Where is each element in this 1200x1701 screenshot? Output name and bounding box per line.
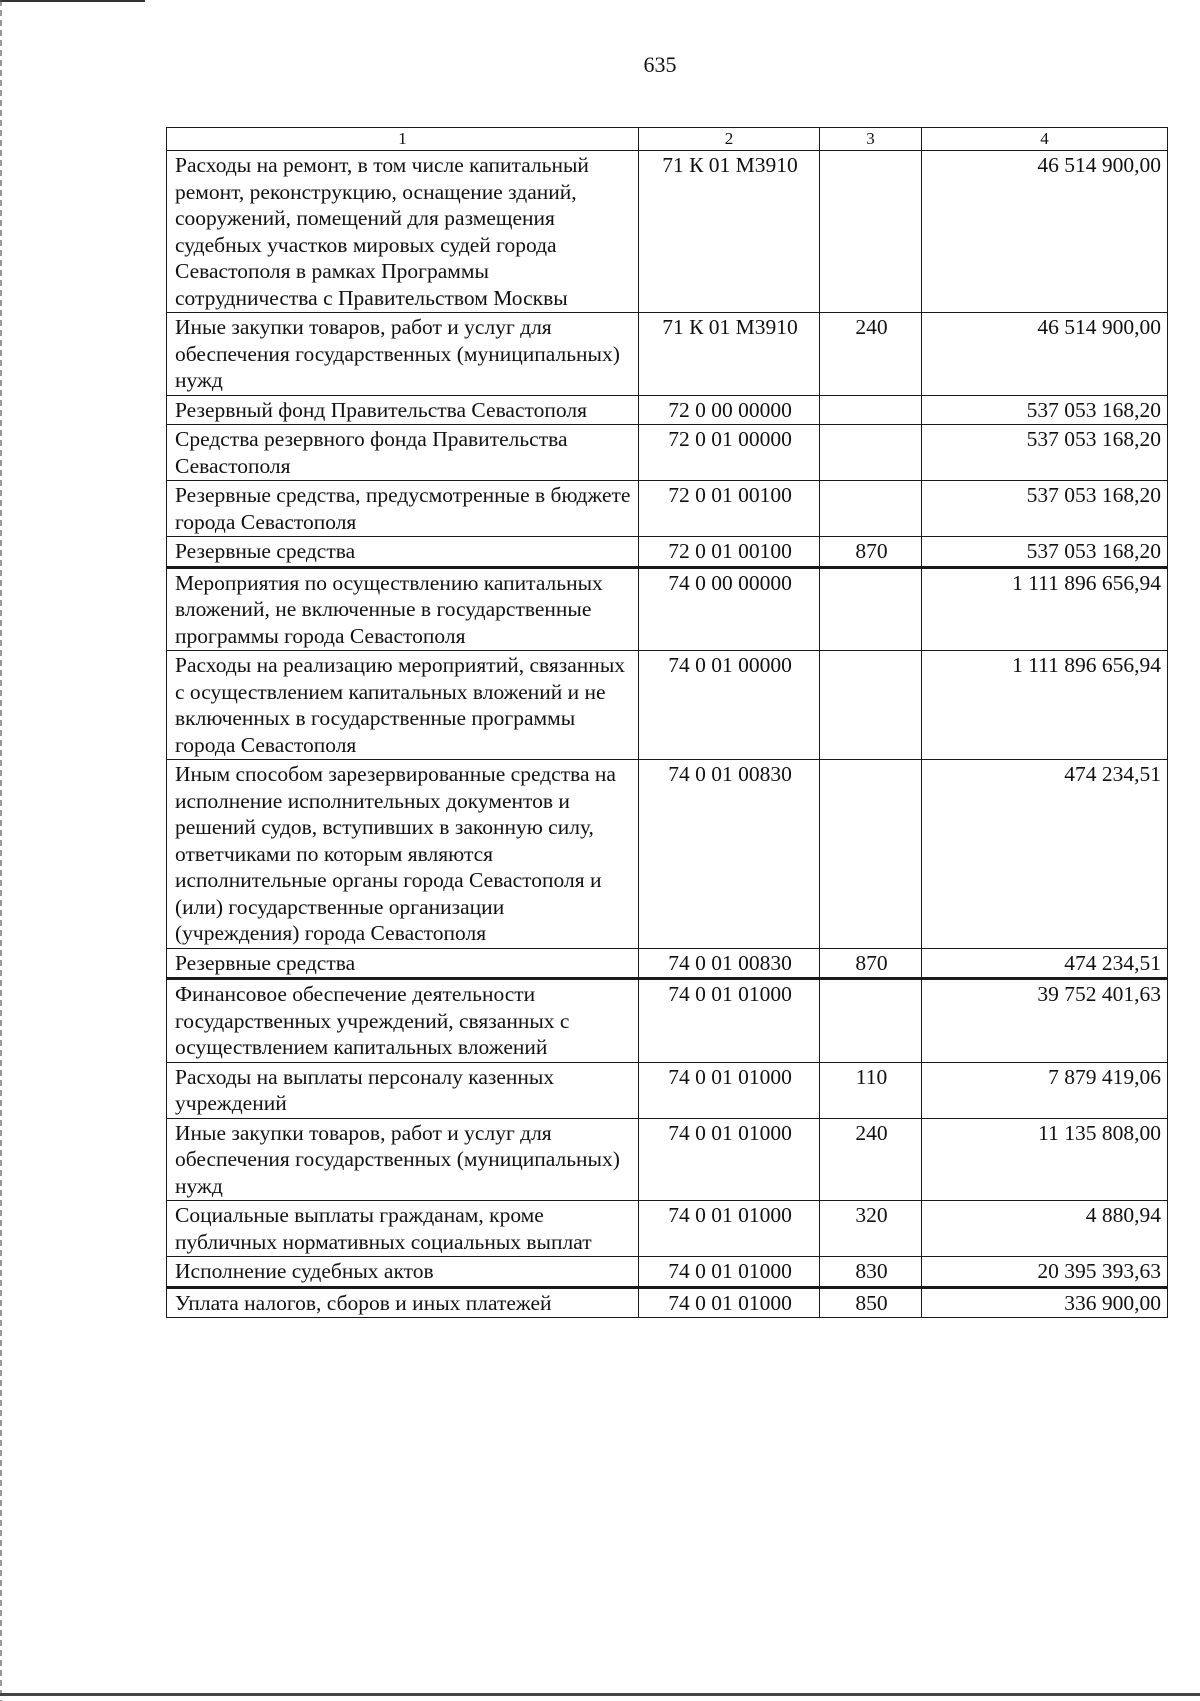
row-sum: 537 053 168,20 xyxy=(922,395,1168,425)
row-type xyxy=(820,395,922,425)
row-type xyxy=(820,979,922,1063)
row-sum: 474 234,51 xyxy=(922,948,1168,979)
row-code: 74 0 01 00000 xyxy=(639,651,820,760)
row-sum: 474 234,51 xyxy=(922,760,1168,949)
row-sum: 46 514 900,00 xyxy=(922,151,1168,313)
column-header-1: 1 xyxy=(167,128,639,151)
row-type xyxy=(820,481,922,537)
row-sum: 1 111 896 656,94 xyxy=(922,567,1168,651)
row-sum: 537 053 168,20 xyxy=(922,481,1168,537)
row-name: Исполнение судебных актов xyxy=(167,1257,639,1288)
row-type: 320 xyxy=(820,1201,922,1257)
row-type xyxy=(820,567,922,651)
row-code: 71 К 01 М3910 xyxy=(639,313,820,396)
row-type xyxy=(820,651,922,760)
row-code: 74 0 01 00830 xyxy=(639,760,820,949)
row-code: 72 0 00 00000 xyxy=(639,395,820,425)
scan-artifact-top xyxy=(0,0,145,2)
row-name: Иные закупки товаров, работ и услуг для обеспечения государственных (муниципальных) нужд xyxy=(167,1118,639,1201)
row-type: 110 xyxy=(820,1062,922,1118)
row-sum: 11 135 808,00 xyxy=(922,1118,1168,1201)
table-row xyxy=(167,1257,1168,1288)
row-code: 71 К 01 М3910 xyxy=(639,151,820,313)
row-type: 850 xyxy=(820,1287,922,1318)
row-sum: 39 752 401,63 xyxy=(922,979,1168,1063)
row-name: Иные закупки товаров, работ и услуг для обеспечения государственных (муниципальных) нужд xyxy=(167,313,639,396)
table-row xyxy=(167,567,1168,651)
table-row xyxy=(167,537,1168,568)
row-code: 72 0 01 00100 xyxy=(639,481,820,537)
table-row xyxy=(167,151,1168,313)
row-type: 240 xyxy=(820,1118,922,1201)
row-name: Средства резервного фонда Правительства Севастополя xyxy=(167,425,639,481)
row-sum: 20 395 393,63 xyxy=(922,1257,1168,1288)
row-type: 830 xyxy=(820,1257,922,1288)
table-row xyxy=(167,948,1168,979)
row-name: Финансовое обеспечение деятельности государственных учреждений, связанных с осуществлением капитальных вложений xyxy=(167,979,639,1063)
table-row xyxy=(167,313,1168,396)
row-code: 74 0 01 01000 xyxy=(639,1257,820,1288)
scan-artifact-bottom xyxy=(0,1693,1200,1696)
table-row xyxy=(167,1118,1168,1201)
row-type xyxy=(820,760,922,949)
row-name: Резервный фонд Правительства Севастополя xyxy=(167,395,639,425)
row-sum: 1 111 896 656,94 xyxy=(922,651,1168,760)
row-sum: 46 514 900,00 xyxy=(922,313,1168,396)
row-type xyxy=(820,151,922,313)
row-code: 74 0 01 01000 xyxy=(639,979,820,1063)
budget-table xyxy=(166,127,1168,1318)
column-header-3: 3 xyxy=(820,128,922,151)
table-row xyxy=(167,395,1168,425)
row-name: Резервные средства xyxy=(167,948,639,979)
row-name: Социальные выплаты гражданам, кроме публичных нормативных социальных выплат xyxy=(167,1201,639,1257)
row-name: Резервные средства, предусмотренные в бюджете города Севастополя xyxy=(167,481,639,537)
column-header-2: 2 xyxy=(639,128,820,151)
table-row xyxy=(167,651,1168,760)
row-code: 74 0 01 00830 xyxy=(639,948,820,979)
row-code: 74 0 01 01000 xyxy=(639,1201,820,1257)
scan-artifact-left-edge xyxy=(0,0,2,1701)
table-row xyxy=(167,1062,1168,1118)
table-header-row xyxy=(167,128,1168,151)
row-code: 74 0 00 00000 xyxy=(639,567,820,651)
table-row xyxy=(167,481,1168,537)
row-type: 870 xyxy=(820,537,922,568)
row-code: 74 0 01 01000 xyxy=(639,1118,820,1201)
row-sum: 336 900,00 xyxy=(922,1287,1168,1318)
row-sum: 537 053 168,20 xyxy=(922,537,1168,568)
column-header-4: 4 xyxy=(922,128,1168,151)
table-row xyxy=(167,760,1168,949)
row-name: Расходы на ремонт, в том числе капитальный ремонт, реконструкцию, оснащение зданий, сооружений, помещений для размещения судебных участков мировых судей города Севастополя в рамках Программы сотрудничества с Правительством Москвы xyxy=(167,151,639,313)
row-name: Иным способом зарезервированные средства на исполнение исполнительных документов и решений судов, вступивших в законную силу, ответчиками по которым являются исполнительные органы города Севастополя и (или) государственные организации (учреждения) города Севастополя xyxy=(167,760,639,949)
row-type: 240 xyxy=(820,313,922,396)
table-row xyxy=(167,1287,1168,1318)
row-type xyxy=(820,425,922,481)
row-type: 870 xyxy=(820,948,922,979)
row-code: 72 0 01 00100 xyxy=(639,537,820,568)
row-name: Расходы на реализацию мероприятий, связанных с осуществлением капитальных вложений и не включенных в государственные программы города Севастополя xyxy=(167,651,639,760)
table-row xyxy=(167,1201,1168,1257)
page-number: 635 xyxy=(643,52,677,77)
row-name: Расходы на выплаты персоналу казенных учреждений xyxy=(167,1062,639,1118)
row-sum: 4 880,94 xyxy=(922,1201,1168,1257)
table-row xyxy=(167,979,1168,1063)
row-code: 74 0 01 01000 xyxy=(639,1287,820,1318)
row-name: Мероприятия по осуществлению капитальных вложений, не включенные в государственные программы города Севастополя xyxy=(167,567,639,651)
row-code: 72 0 01 00000 xyxy=(639,425,820,481)
row-sum: 537 053 168,20 xyxy=(922,425,1168,481)
row-sum: 7 879 419,06 xyxy=(922,1062,1168,1118)
row-name: Резервные средства xyxy=(167,537,639,568)
row-code: 74 0 01 01000 xyxy=(639,1062,820,1118)
table-row xyxy=(167,425,1168,481)
row-name: Уплата налогов, сборов и иных платежей xyxy=(167,1287,639,1318)
